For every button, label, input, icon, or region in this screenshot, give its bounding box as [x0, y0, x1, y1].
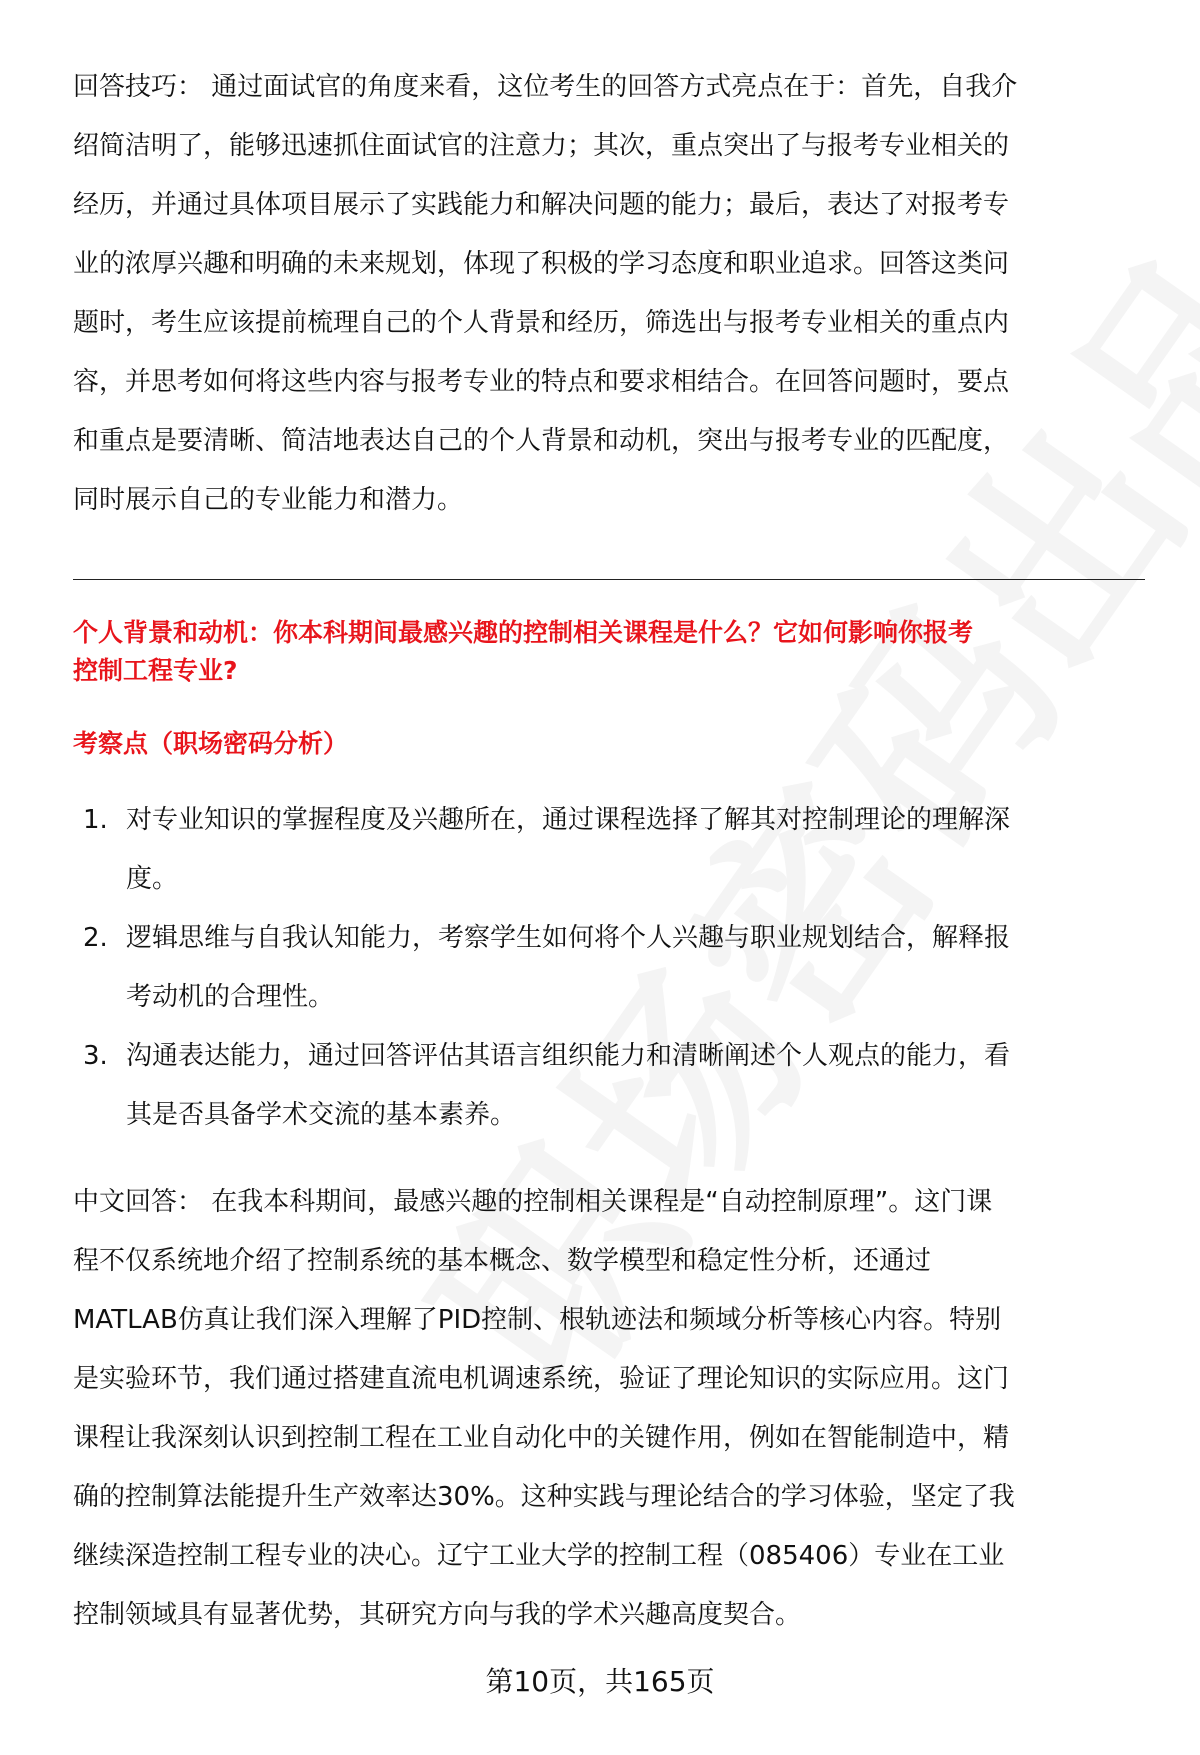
focus-title: 考察点（职场密码分析） [73, 729, 349, 758]
question-line: 个人背景和动机：你本科期间最感兴趣的控制相关课程是什么？它如何影响你报考 [73, 618, 974, 647]
focus-points-list [73, 791, 1153, 1145]
text-line: 其是否具备学术交流的基本素养。 [126, 1100, 517, 1130]
list-item [73, 791, 1153, 909]
text-line: 是实验环节，我们通过搭建直流电机调速系统，验证了理论知识的实际应用。这门 [73, 1364, 1010, 1394]
text-line: 继续深造控制工程专业的决心。辽宁工业大学的控制工程（085406）专业在工业 [73, 1541, 1005, 1571]
focus-heading [73, 725, 1153, 763]
text-line: 逻辑思维与自我认知能力，考察学生如何将个人兴趣与职业规划结合，解释报 [126, 923, 1011, 953]
text-line: 同时展示自己的专业能力和潜力。 [73, 485, 464, 515]
text-line: 经历，并通过具体项目展示了实践能力和解决问题的能力；最后，表达了对报考专 [73, 190, 1010, 220]
text-line: 回答技巧： 通过面试官的角度来看，这位考生的回答方式亮点在于：首先，自我介 [73, 72, 1018, 102]
text-line: 度。 [126, 864, 179, 894]
text-line: 题时，考生应该提前梳理自己的个人背景和经历，筛选出与报考专业相关的重点内 [73, 308, 1010, 338]
answer-tips-paragraph [73, 58, 1153, 530]
text-line: 业的浓厚兴趣和明确的未来规划，体现了积极的学习态度和职业追求。回答这类问 [73, 249, 1010, 279]
text-line: 容，并思考如何将这些内容与报考专业的特点和要求相结合。在回答问题时，要点 [73, 367, 1010, 397]
text-line: 绍简洁明了，能够迅速抓住面试官的注意力；其次，重点突出了与报考专业相关的 [73, 131, 1010, 161]
question-line: 控制工程专业? [73, 656, 238, 685]
list-number: 1. [83, 805, 108, 835]
text-line: 和重点是要清晰、简洁地表达自己的个人背景和动机，突出与报考专业的匹配度， [73, 426, 1010, 456]
question-heading [73, 614, 1153, 690]
text-line: 沟通表达能力，通过回答评估其语言组织能力和清晰阐述个人观点的能力，看 [126, 1041, 1011, 1071]
page-number: 第10页，共165页 [485, 1665, 715, 1698]
list-number: 3. [83, 1041, 108, 1071]
text-line: 课程让我深刻认识到控制工程在工业自动化中的关键作用，例如在智能制造中，精 [73, 1423, 1010, 1453]
divider [73, 579, 1145, 580]
chinese-answer-paragraph [73, 1173, 1153, 1645]
text-line: 考动机的合理性。 [126, 982, 335, 1012]
text-line: 控制领域具有显著优势，其研究方向与我的学术兴趣高度契合。 [73, 1600, 802, 1630]
text-line: 中文回答： 在我本科期间，最感兴趣的控制相关课程是“自动控制原理”。这门课 [73, 1187, 993, 1217]
text-line: 对专业知识的掌握程度及兴趣所在，通过课程选择了解其对控制理论的理解深 [126, 805, 1011, 835]
text-line: 程不仅系统地介绍了控制系统的基本概念、数学模型和稳定性分析，还通过 [73, 1246, 932, 1276]
list-item [73, 909, 1153, 1027]
list-item [73, 1027, 1153, 1145]
text-line: MATLAB仿真让我们深入理解了PID控制、根轨迹法和频域分析等核心内容。特别 [73, 1305, 1002, 1335]
text-line: 确的控制算法能提升生产效率达30%。这种实践与理论结合的学习体验，坚定了我 [73, 1482, 1015, 1512]
list-number: 2. [83, 923, 108, 953]
